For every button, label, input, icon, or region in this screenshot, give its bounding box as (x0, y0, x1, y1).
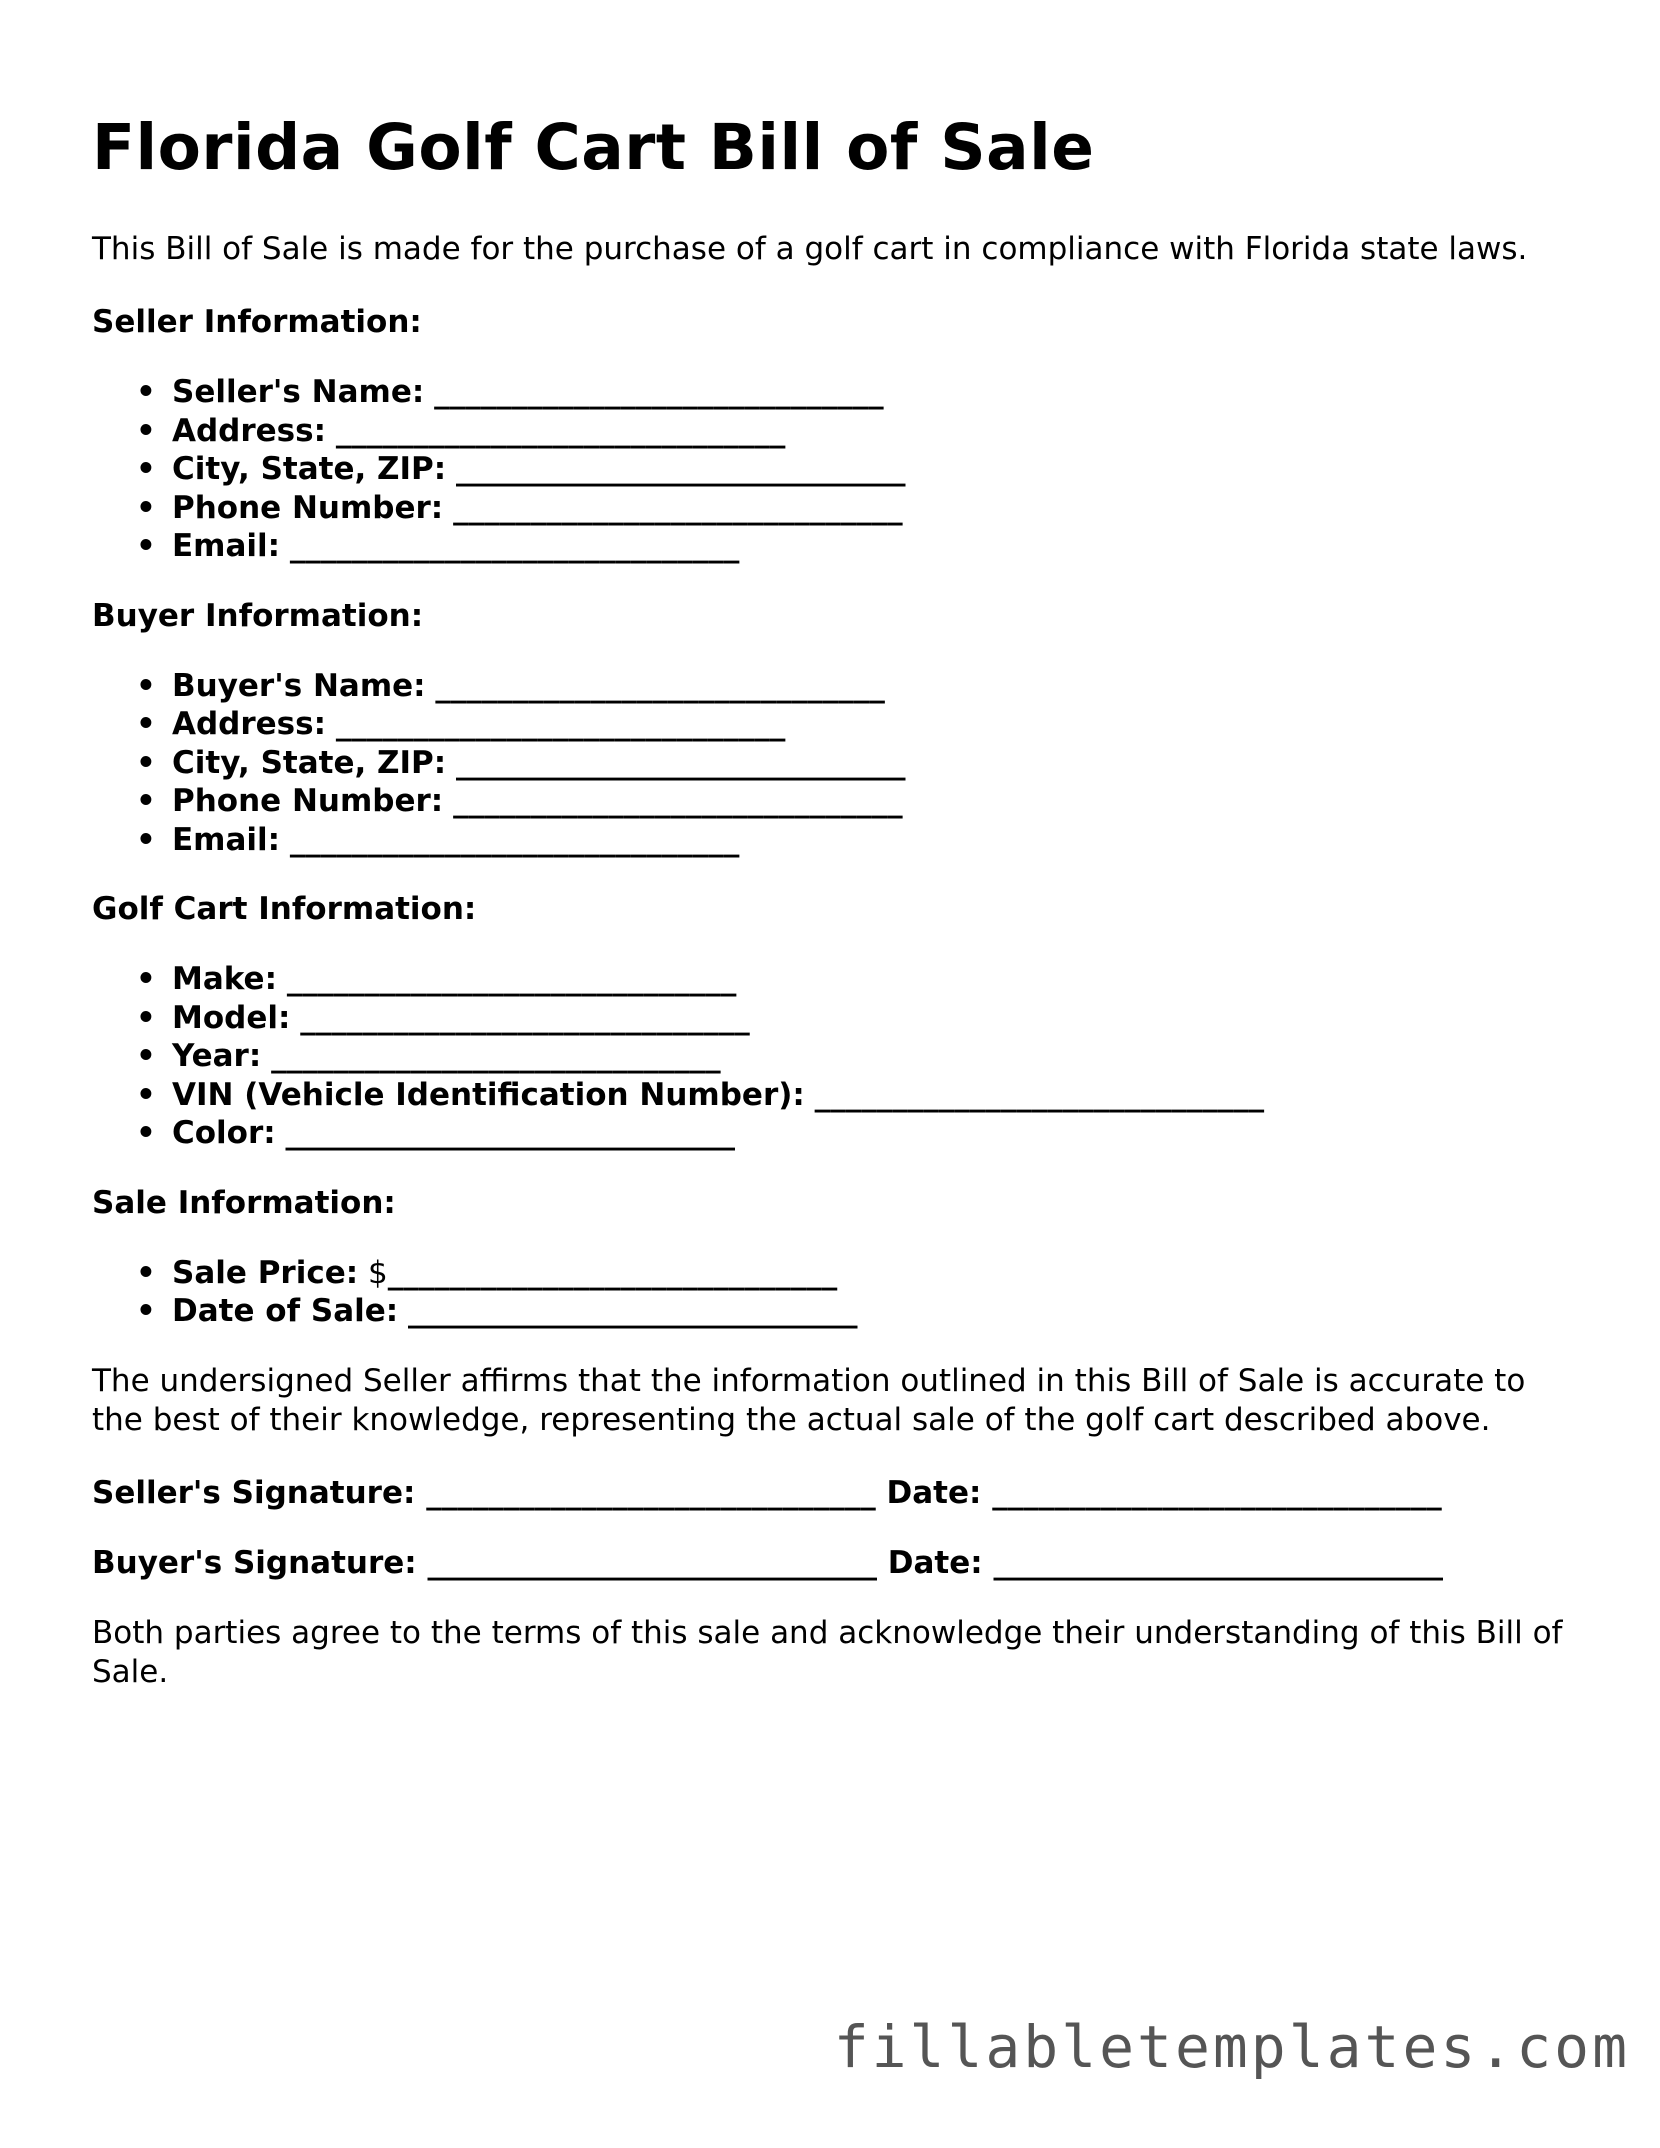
seller-date-blank[interactable]: _____________________________ (992, 1474, 1442, 1511)
bullet-icon: • (136, 1293, 156, 1329)
affirmation-paragraph: The undersigned Seller affirms that the information outlined in this Bill of Sale is accurate to the best of their knowledge, representing the actual sale of the golf cart described above. (92, 1362, 1526, 1438)
buyer-field-blank[interactable]: _____________________________ (453, 783, 903, 819)
buyer-field-blank[interactable]: _____________________________ (435, 667, 885, 704)
buyer-section-heading: Buyer Information: (92, 597, 424, 634)
cart-field-blank[interactable]: _____________________________ (285, 1115, 736, 1151)
seller-field-label: Email: (172, 528, 281, 564)
document-page (92, 110, 1572, 1726)
seller-field-item (92, 373, 1572, 412)
seller-field-label: Phone Number: (172, 489, 444, 526)
buyer-field-blank[interactable]: _____________________________ (289, 821, 740, 858)
sale-section-heading: Sale Information: (92, 1184, 396, 1221)
bullet-icon: • (136, 489, 156, 526)
intro-paragraph: This Bill of Sale is made for the purchase of a golf cart in compliance with Florida state laws. (92, 231, 1528, 267)
buyer-field-label: Buyer's Name: (172, 667, 426, 704)
cart-field-item (92, 999, 1572, 1038)
seller-field-blank[interactable]: _____________________________ (456, 451, 906, 487)
bullet-icon: • (136, 999, 156, 1036)
bullet-icon: • (136, 667, 156, 704)
seller-field-label: Address: (172, 412, 326, 449)
bullet-icon: • (136, 1038, 156, 1074)
seller-signature-line (92, 1474, 1572, 1513)
buyer-signature-label: Buyer's Signature: (92, 1544, 417, 1581)
buyer-field-label: Email: (172, 821, 281, 858)
seller-field-item (92, 527, 1572, 566)
bullet-icon: • (136, 961, 156, 997)
buyer-field-item (92, 821, 1572, 860)
seller-date-label: Date: (886, 1474, 982, 1511)
bullet-icon: • (136, 821, 156, 858)
cart-field-item (92, 960, 1572, 999)
bullet-icon: • (136, 1115, 156, 1151)
cart-field-item (92, 1037, 1572, 1076)
seller-field-blank[interactable]: _____________________________ (453, 489, 903, 526)
buyer-field-item (92, 744, 1572, 783)
bullet-icon: • (136, 412, 156, 449)
buyer-field-item (92, 705, 1572, 744)
bullet-icon: • (136, 451, 156, 487)
bullet-icon: • (136, 374, 156, 410)
sale-field-label: Date of Sale: (172, 1293, 399, 1329)
buyer-date-label: Date: (887, 1544, 983, 1581)
seller-field-blank[interactable]: _____________________________ (289, 528, 740, 564)
sale-field-blank[interactable]: _____________________________ (387, 1254, 838, 1291)
cart-field-blank[interactable]: _____________________________ (286, 961, 737, 997)
sale-fields-list (92, 1254, 1572, 1331)
seller-field-label: City, State, ZIP: (172, 451, 447, 487)
buyer-field-label: Address: (172, 706, 326, 742)
seller-signature-blank[interactable]: _____________________________ (426, 1474, 876, 1511)
seller-field-item (92, 412, 1572, 451)
sale-field-prefix: $ (367, 1254, 388, 1291)
closing-paragraph: Both parties agree to the terms of this sale and acknowledge their understanding of this Bill of Sale. (92, 1614, 1563, 1690)
cart-field-blank[interactable]: _____________________________ (814, 1076, 1265, 1113)
bullet-icon: • (136, 1076, 156, 1113)
cart-field-blank[interactable]: _____________________________ (300, 999, 750, 1036)
cart-section-heading: Golf Cart Information: (92, 891, 477, 927)
seller-field-item (92, 489, 1572, 528)
cart-field-item (92, 1114, 1572, 1153)
cart-field-item (92, 1076, 1572, 1115)
seller-field-item (92, 450, 1572, 489)
seller-field-blank[interactable]: _____________________________ (335, 412, 786, 449)
buyer-signature-line (92, 1544, 1572, 1583)
sale-field-label: Sale Price: (172, 1254, 359, 1291)
seller-field-blank[interactable]: _____________________________ (434, 374, 884, 410)
bullet-icon: • (136, 783, 156, 819)
cart-field-label: Color: (172, 1115, 276, 1151)
seller-fields-list (92, 373, 1572, 566)
cart-field-label: VIN (Vehicle Identification Number): (172, 1076, 805, 1113)
bullet-icon: • (136, 1254, 156, 1291)
buyer-field-item (92, 782, 1572, 821)
sale-field-blank[interactable]: _____________________________ (408, 1293, 858, 1329)
cart-fields-list (92, 960, 1572, 1153)
buyer-date-blank[interactable]: _____________________________ (993, 1544, 1443, 1581)
cart-field-blank[interactable]: _____________________________ (271, 1038, 721, 1074)
buyer-field-blank[interactable]: _____________________________ (456, 744, 906, 781)
sale-field-item (92, 1254, 1572, 1293)
cart-field-label: Model: (172, 999, 291, 1036)
buyer-field-label: City, State, ZIP: (172, 744, 447, 781)
document-title: Florida Golf Cart Bill of Sale (92, 111, 1095, 184)
buyer-fields-list (92, 667, 1572, 860)
buyer-field-blank[interactable]: _____________________________ (335, 706, 786, 742)
seller-field-label: Seller's Name: (172, 374, 425, 410)
bullet-icon: • (136, 528, 156, 564)
bullet-icon: • (136, 706, 156, 742)
seller-signature-label: Seller's Signature: (92, 1474, 416, 1511)
watermark: fillabletemplates.com (833, 2013, 1630, 2081)
buyer-signature-blank[interactable]: _____________________________ (427, 1544, 877, 1581)
buyer-field-label: Phone Number: (172, 783, 444, 819)
sale-field-item (92, 1292, 1572, 1331)
cart-field-label: Make: (172, 961, 277, 997)
buyer-field-item (92, 667, 1572, 706)
seller-section-heading: Seller Information: (92, 304, 422, 340)
cart-field-label: Year: (172, 1038, 262, 1074)
bullet-icon: • (136, 744, 156, 781)
